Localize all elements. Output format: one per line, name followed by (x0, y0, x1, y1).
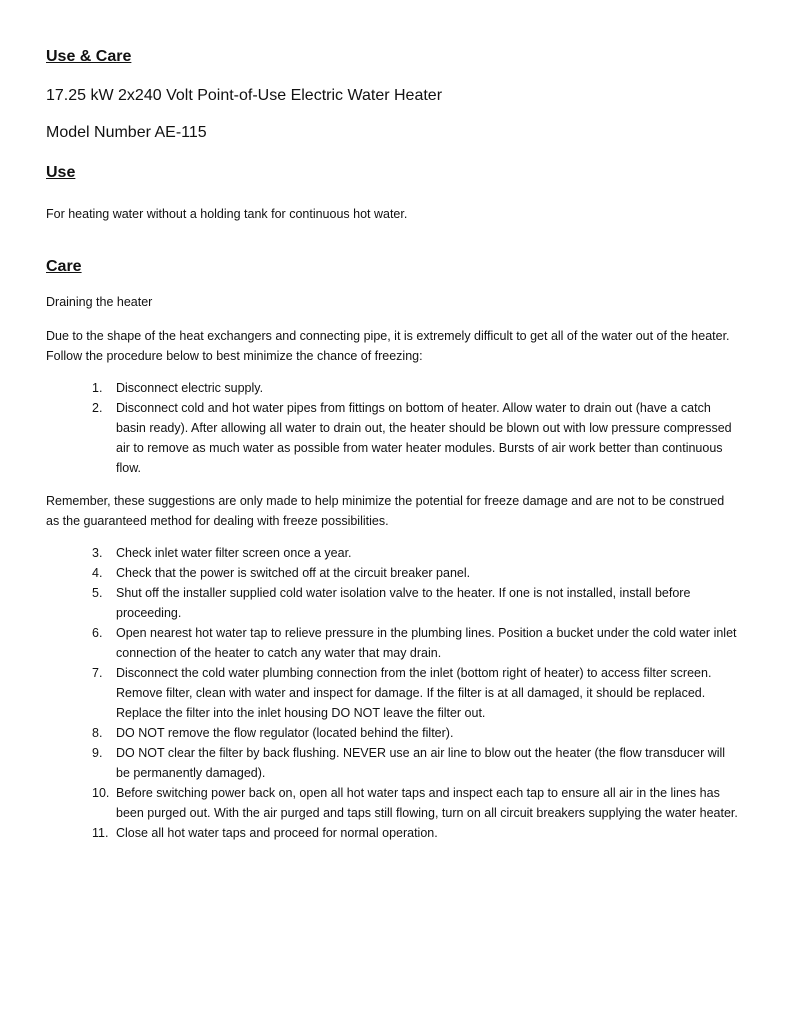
list-item (46, 398, 738, 478)
list-item-number: 5. (92, 586, 103, 600)
document-title: Use & Care (46, 48, 132, 65)
model-number: Model Number AE-115 (46, 124, 207, 141)
list-item-text: Check inlet water filter screen once a year. (116, 546, 352, 560)
list-item (46, 543, 738, 563)
list-item-text: Open nearest hot water tap to relieve pressure in the plumbing lines. Position a bucket under the cold water inlet connection of the heater to catch any water that may drain. (116, 626, 737, 660)
list-item (46, 563, 738, 583)
list-item (46, 663, 738, 723)
list-item-number: 7. (92, 666, 103, 680)
list-item-number: 9. (92, 746, 103, 760)
list-item-number: 3. (92, 546, 103, 560)
list-item-text: Close all hot water taps and proceed for normal operation. (116, 826, 438, 840)
use-heading: Use (46, 164, 76, 181)
list-item (46, 743, 738, 783)
list-item-text: Before switching power back on, open all hot water taps and inspect each tap to ensure all air in the lines has been purged out. With the air purged and taps still flowing, turn on all circuit breakers supplying the water heater. (116, 786, 738, 820)
list-item-number: 11. (92, 826, 109, 840)
product-subtitle: 17.25 kW 2x240 Volt Point-of-Use Electric Water Heater (46, 87, 443, 104)
care-subheading: Draining the heater (46, 295, 153, 309)
list-item (46, 723, 738, 743)
list-item-number: 10. (92, 786, 110, 800)
use-description: For heating water without a holding tank for continuous hot water. (46, 207, 408, 221)
list-item (46, 378, 738, 398)
remember-note: Remember, these suggestions are only made to help minimize the potential for freeze damage and are not to be construed as the guaranteed method for dealing with freeze possibilities. (46, 494, 725, 528)
list-item-text: Disconnect cold and hot water pipes from fittings on bottom of heater. Allow water to drain out (have a catch basin ready). After allowing all water to drain out, the heater should be blown out with low pressure compressed air to remove as much water as possible from water heater modules. Bursts of air work better than continuous flow. (116, 401, 732, 475)
list-item-text: DO NOT remove the flow regulator (located behind the filter). (116, 726, 454, 740)
list-item-text: Shut off the installer supplied cold water isolation valve to the heater. If one is not installed, install before proceeding. (116, 586, 691, 620)
list-item (46, 783, 738, 823)
list-item-number: 1. (92, 381, 103, 395)
list-item-number: 6. (92, 626, 103, 640)
steps-list-a (46, 378, 738, 478)
list-item (46, 583, 738, 623)
list-item-number: 4. (92, 566, 103, 580)
steps-list-b (46, 543, 738, 843)
list-item (46, 823, 738, 843)
list-item-text: Disconnect the cold water plumbing connection from the inlet (bottom right of heater) to access filter screen. Remove filter, clean with water and inspect for damage. If the filter is at all damaged, it should be replaced. Replace the filter into the inlet housing DO NOT leave the filter out. (116, 666, 712, 720)
list-item-text: DO NOT clear the filter by back flushing. NEVER use an air line to blow out the heater (the flow transducer will be permanently damaged). (116, 746, 726, 780)
list-item-text: Check that the power is switched off at the circuit breaker panel. (116, 566, 471, 580)
care-heading: Care (46, 258, 82, 275)
list-item (46, 623, 738, 663)
list-item-text: Disconnect electric supply. (116, 381, 264, 395)
list-item-number: 2. (92, 401, 103, 415)
list-item-number: 8. (92, 726, 103, 740)
care-intro: Due to the shape of the heat exchangers and connecting pipe, it is extremely difficult to get all of the water out of the heater. Follow the procedure below to best minimize the chance of freezing: (46, 329, 730, 363)
